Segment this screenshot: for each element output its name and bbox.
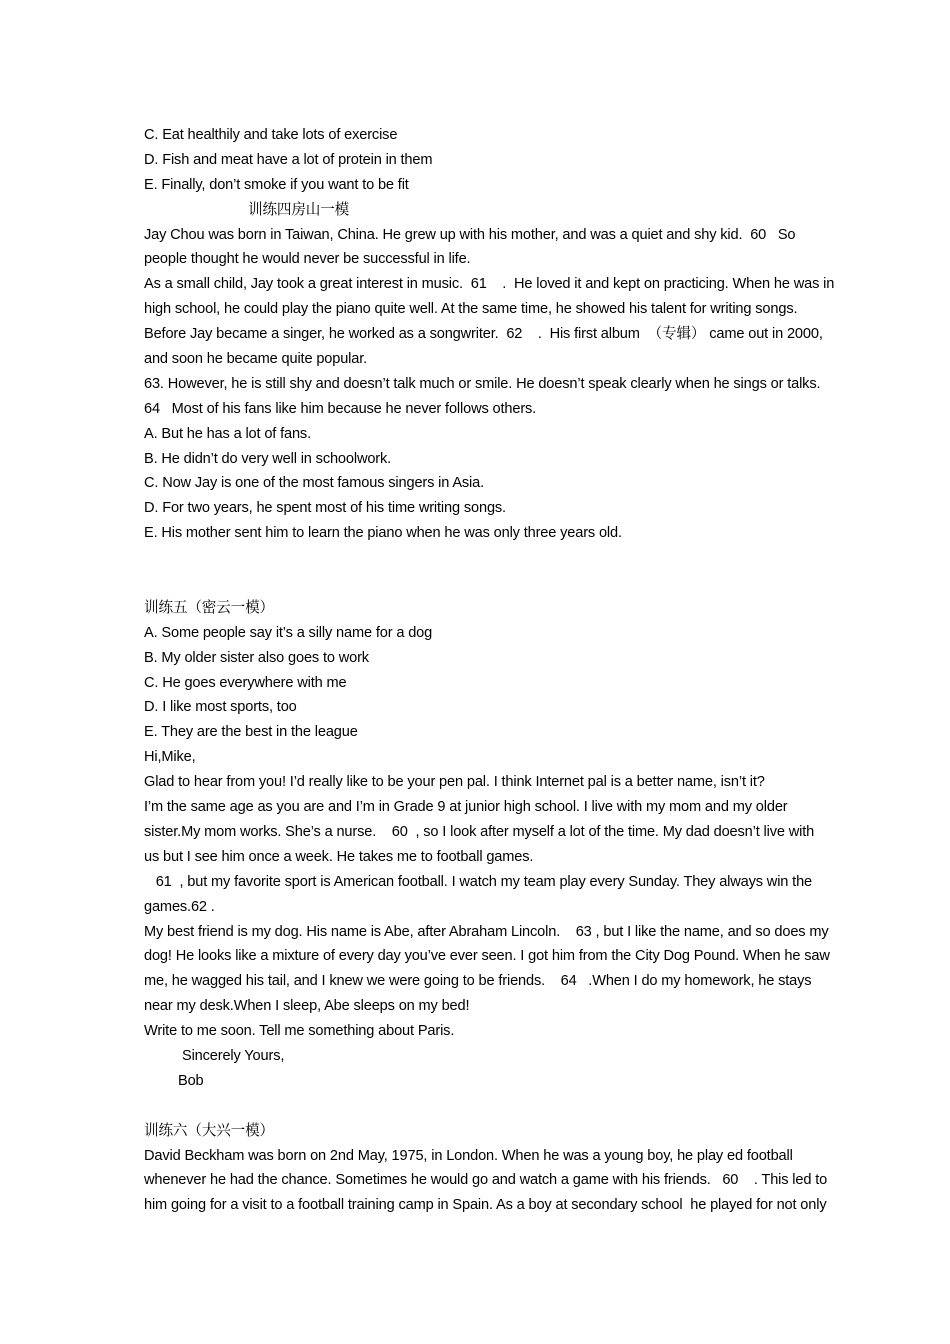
passage-line: whenever he had the chance. Sometimes he would go and watch a game with his friends. 60 . This led to [144,1172,828,1189]
option-b: B. He didn’t do very well in schoolwork. [144,450,392,467]
option-b: B. My older sister also goes to work [144,649,369,666]
passage-line: 64 Most of his fans like him because he never follows others. [144,400,537,417]
letter-line: us but I see him once a week. He takes me to football games. [144,848,534,865]
letter-line: games.62 . [144,898,215,915]
letter-line: Hi,Mike, [144,749,196,766]
letter-line: My best friend is my dog. His name is Abe, after Abraham Lincoln. 63 , but I like the name, and so does my [144,923,829,940]
passage-line: him going for a visit to a football training camp in Spain. As a boy at secondary school he played for not only [144,1197,827,1214]
option-e: E. His mother sent him to learn the piano when he was only three years old. [144,525,622,542]
option-d: D. Fish and meat have a lot of protein in them [144,151,433,168]
passage-line: 63. However, he is still shy and doesn’t talk much or smile. He doesn’t speak clearly when he sings or talks. [144,375,821,392]
letter-line: me, he wagged his tail, and I knew we were going to be friends. 64 .When I do my homework, he stays [144,973,812,990]
option-d: D. For two years, he spent most of his time writing songs. [144,500,506,517]
section-title: 训练五（密云一模） [144,598,274,616]
passage-line: Before Jay became a singer, he worked as a songwriter. 62 . His first album （专辑） came out in 2000, [144,326,823,343]
option-e: E. Finally, don’t smoke if you want to be fit [144,176,409,193]
letter-line: sister.My mom works. She’s a nurse. 60 , so I look after myself a lot of the time. My dad doesn’t live with [144,823,815,840]
option-c: C. Eat healthily and take lots of exercise [144,127,398,143]
letter-signature: Bob [178,1072,204,1089]
option-c: C. He goes everywhere with me [144,674,347,691]
passage-line: David Beckham was born on 2nd May, 1975, in London. When he was a young boy, he play ed football [144,1147,793,1164]
spacer [144,546,814,571]
letter-line: dog! He looks like a mixture of every day you’ve ever seen. I got him from the City Dog Pound. When he saw [144,948,830,965]
option-a: A. Some people say it’s a silly name for a dog [144,624,433,641]
option-e: E. They are the best in the league [144,724,358,741]
letter-line: 61 , but my favorite sport is American football. I watch my team play every Sunday. They always win the [144,873,812,890]
letter-closing: Sincerely Yours, [182,1047,285,1064]
option-d: D. I like most sports, too [144,699,297,716]
letter-line: near my desk.When I sleep, Abe sleeps on my bed! [144,998,470,1015]
passage-line: Jay Chou was born in Taiwan, China. He grew up with his mother, and was a quiet and shy kid. 60 So [144,226,796,243]
letter-line: Write to me soon. Tell me something about Paris. [144,1023,455,1040]
option-c: C. Now Jay is one of the most famous singers in Asia. [144,475,485,492]
spacer [144,1094,814,1119]
letter-line: I’m the same age as you are and I’m in Grade 9 at junior high school. I live with my mom and my older [144,799,788,816]
passage-line: high school, he could play the piano quite well. At the same time, he showed his talent for writing songs. [144,301,798,318]
section-title: 训练六（大兴一模） [144,1121,274,1139]
letter-line: Glad to hear from you! I’d really like to be your pen pal. I think Internet pal is a better name, isn’t it? [144,774,765,791]
document-body [144,123,835,1218]
passage-line: As a small child, Jay took a great interest in music. 61 . He loved it and kept on practicing. When he was in [144,276,835,293]
spacer [144,571,814,596]
passage-line: and soon he became quite popular. [144,351,368,368]
option-a: A. But he has a lot of fans. [144,425,311,442]
passage-line: people thought he would never be successful in life. [144,251,471,268]
section-title: 训练四房山一模 [248,200,350,218]
